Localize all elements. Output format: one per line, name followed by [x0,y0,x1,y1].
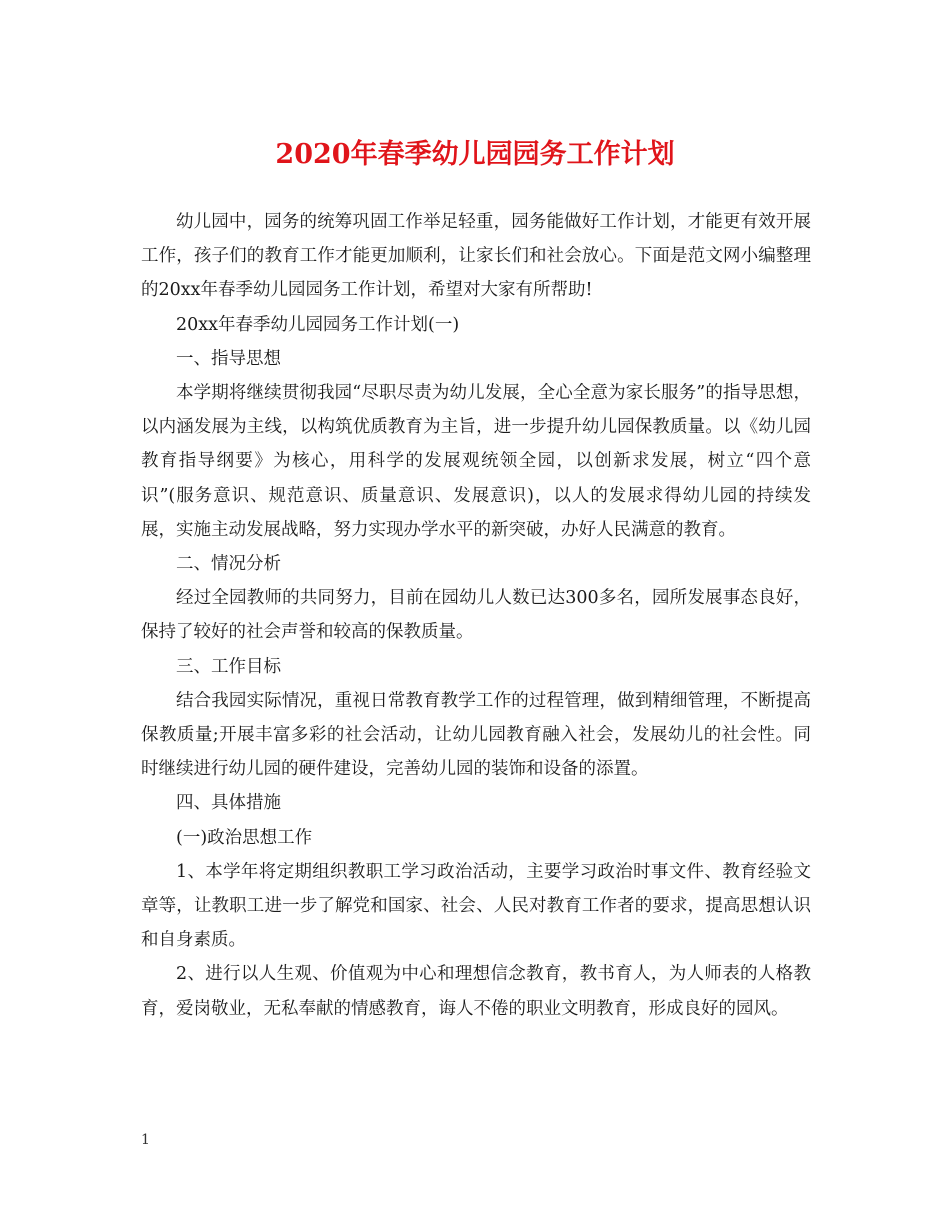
heading-guiding-ideology: 一、指导思想 [176,348,281,369]
document-title: 2020年春季幼儿园园务工作计划 [275,139,675,170]
page-number: 1 [141,1132,150,1148]
intro-paragraph: 幼儿园中，园务的统筹巩固工作举足轻重，园务能做好工作计划，才能更有效开展工作，孩子们的教育工作才能更加顺利，让家长们和社会放心。下面是范文网小编整理的20xx年春季幼儿园园务工作计划，希望对大家有所帮助! [141,212,811,301]
section-title-plan-one: 20xx年春季幼儿园园务工作计划(一) [176,314,460,335]
subheading-political-work: (一)政治思想工作 [176,827,313,848]
paragraph-work-goals: 结合我园实际情况，重视日常教育教学工作的过程管理，做到精细管理，不断提高保教质量;开展丰富多彩的社会活动，让幼儿园教育融入社会，发展幼儿的社会性。同时继续进行幼儿园的硬件建设，完善幼儿园的装饰和设备的添置。 [141,690,811,780]
heading-work-goals: 三、工作目标 [176,656,281,677]
paragraph-situation-analysis: 经过全园教师的共同努力，目前在园幼儿人数已达300多名，园所发展事态良好，保持了较好的社会声誉和较高的保教质量。 [141,588,811,643]
paragraph-guiding-ideology: 本学期将继续贯彻我园“尽职尽责为幼儿发展，全心全意为家长服务”的指导思想，以内涵发展为主线，以构筑优质教育为主旨，进一步提升幼儿园保教质量。以《幼儿园教育指导纲要》为核心，用科学的发展观统领全园，以创新求发展，树立“四个意识”(服务意识、规范意识、质量意识、发展意识)，以人的发展求得幼儿园的持续发展，实施主动发展战略，努力实现办学水平的新突破，办好人民满意的教育。 [141,383,811,540]
paragraph-measure-1: 1、本学年将定期组织教职工学习政治活动，主要学习政治时事文件、教育经验文章等，让教职工进一步了解党和国家、社会、人民对教育工作者的要求，提高思想认识和自身素质。 [141,861,811,951]
heading-specific-measures: 四、具体措施 [176,793,281,814]
heading-situation-analysis: 二、情况分析 [176,554,281,575]
paragraph-measure-2: 2、进行以人生观、价值观为中心和理想信念教育，教书育人，为人师表的人格教育，爱岗敬业，无私奉献的情感教育，诲人不倦的职业文明教育，形成良好的园风。 [141,964,811,1019]
document-body [141,205,811,1026]
